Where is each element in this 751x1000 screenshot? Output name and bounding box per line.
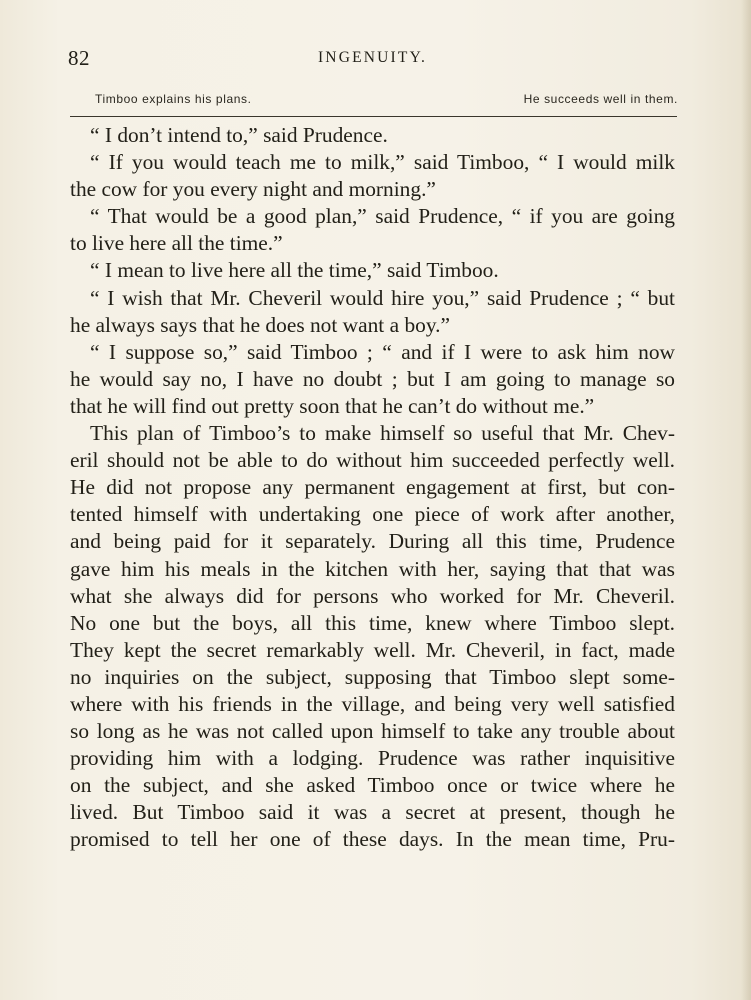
text-line: no inquiries on the subject, supposing that Timboo slept some- xyxy=(70,664,675,689)
text-line: “ I don’t intend to,” said Prudence. xyxy=(90,123,388,147)
text-line: he would say no, I have no doubt ; but I am going to manage so xyxy=(70,366,675,391)
text-line: tented himself with undertaking one piece of work after another, xyxy=(70,502,675,527)
text-line: “ I suppose so,” said Timboo ; “ and if I were to ask him now xyxy=(90,339,675,364)
text-line: He did not propose any permanent engagement at first, but con- xyxy=(70,475,675,500)
text-line: on the subject, and she asked Timboo once or twice where he xyxy=(70,773,675,798)
running-title: INGENUITY. xyxy=(317,49,428,66)
sidenote-right: He succeeds well in them. xyxy=(523,92,678,106)
text-line: what she always did for persons who worked for Mr. Cheveril. xyxy=(70,583,675,608)
text-line: eril should not be able to do without him succeeded perfectly well. xyxy=(70,448,675,473)
text-line: he always says that he does not want a boy.” xyxy=(70,312,450,337)
text-line: They kept the secret remarkably well. Mr. Cheveril, in fact, made xyxy=(70,637,675,662)
text-line: promised to tell her one of these days. In the mean time, Pru- xyxy=(70,827,675,852)
page-header xyxy=(68,46,677,74)
text-line: providing him with a lodging. Prudence was rather inquisitive xyxy=(70,746,675,771)
sidenote-left: Timboo explains his plans. xyxy=(95,92,252,106)
text-line: “ That would be a good plan,” said Prudence, “ if you are going xyxy=(90,204,675,229)
text-line: lived. But Timboo said it was a secret at present, though he xyxy=(70,800,675,825)
text-line: to live here all the time.” xyxy=(70,231,283,256)
text-line: and being paid for it separately. During all this time, Prudence xyxy=(70,529,675,554)
page-number: 82 xyxy=(68,46,90,70)
marginal-notes xyxy=(95,92,678,114)
text-line: No one but the boys, all this time, knew where Timboo slept. xyxy=(70,610,675,635)
text-line: that he will find out pretty soon that he can’t do without me.” xyxy=(70,393,595,418)
text-line: so long as he was not called upon himself to take any trouble about xyxy=(70,719,675,744)
text-line: This plan of Timboo’s to make himself so useful that Mr. Chev- xyxy=(90,421,675,446)
body-text xyxy=(70,122,675,854)
header-rule xyxy=(70,116,677,117)
page-edge-shadow xyxy=(741,0,751,1000)
text-line: where with his friends in the village, and being very well satisfied xyxy=(70,691,675,716)
text-line: “ If you would teach me to milk,” said Timboo, “ I would milk xyxy=(90,150,675,175)
text-line: the cow for you every night and morning.” xyxy=(70,177,436,202)
text-line: “ I wish that Mr. Cheveril would hire you,” said Prudence ; “ but xyxy=(90,285,675,310)
text-line: gave him his meals in the kitchen with her, saying that that was xyxy=(70,556,675,581)
text-line: “ I mean to live here all the time,” said Timboo. xyxy=(90,258,499,283)
